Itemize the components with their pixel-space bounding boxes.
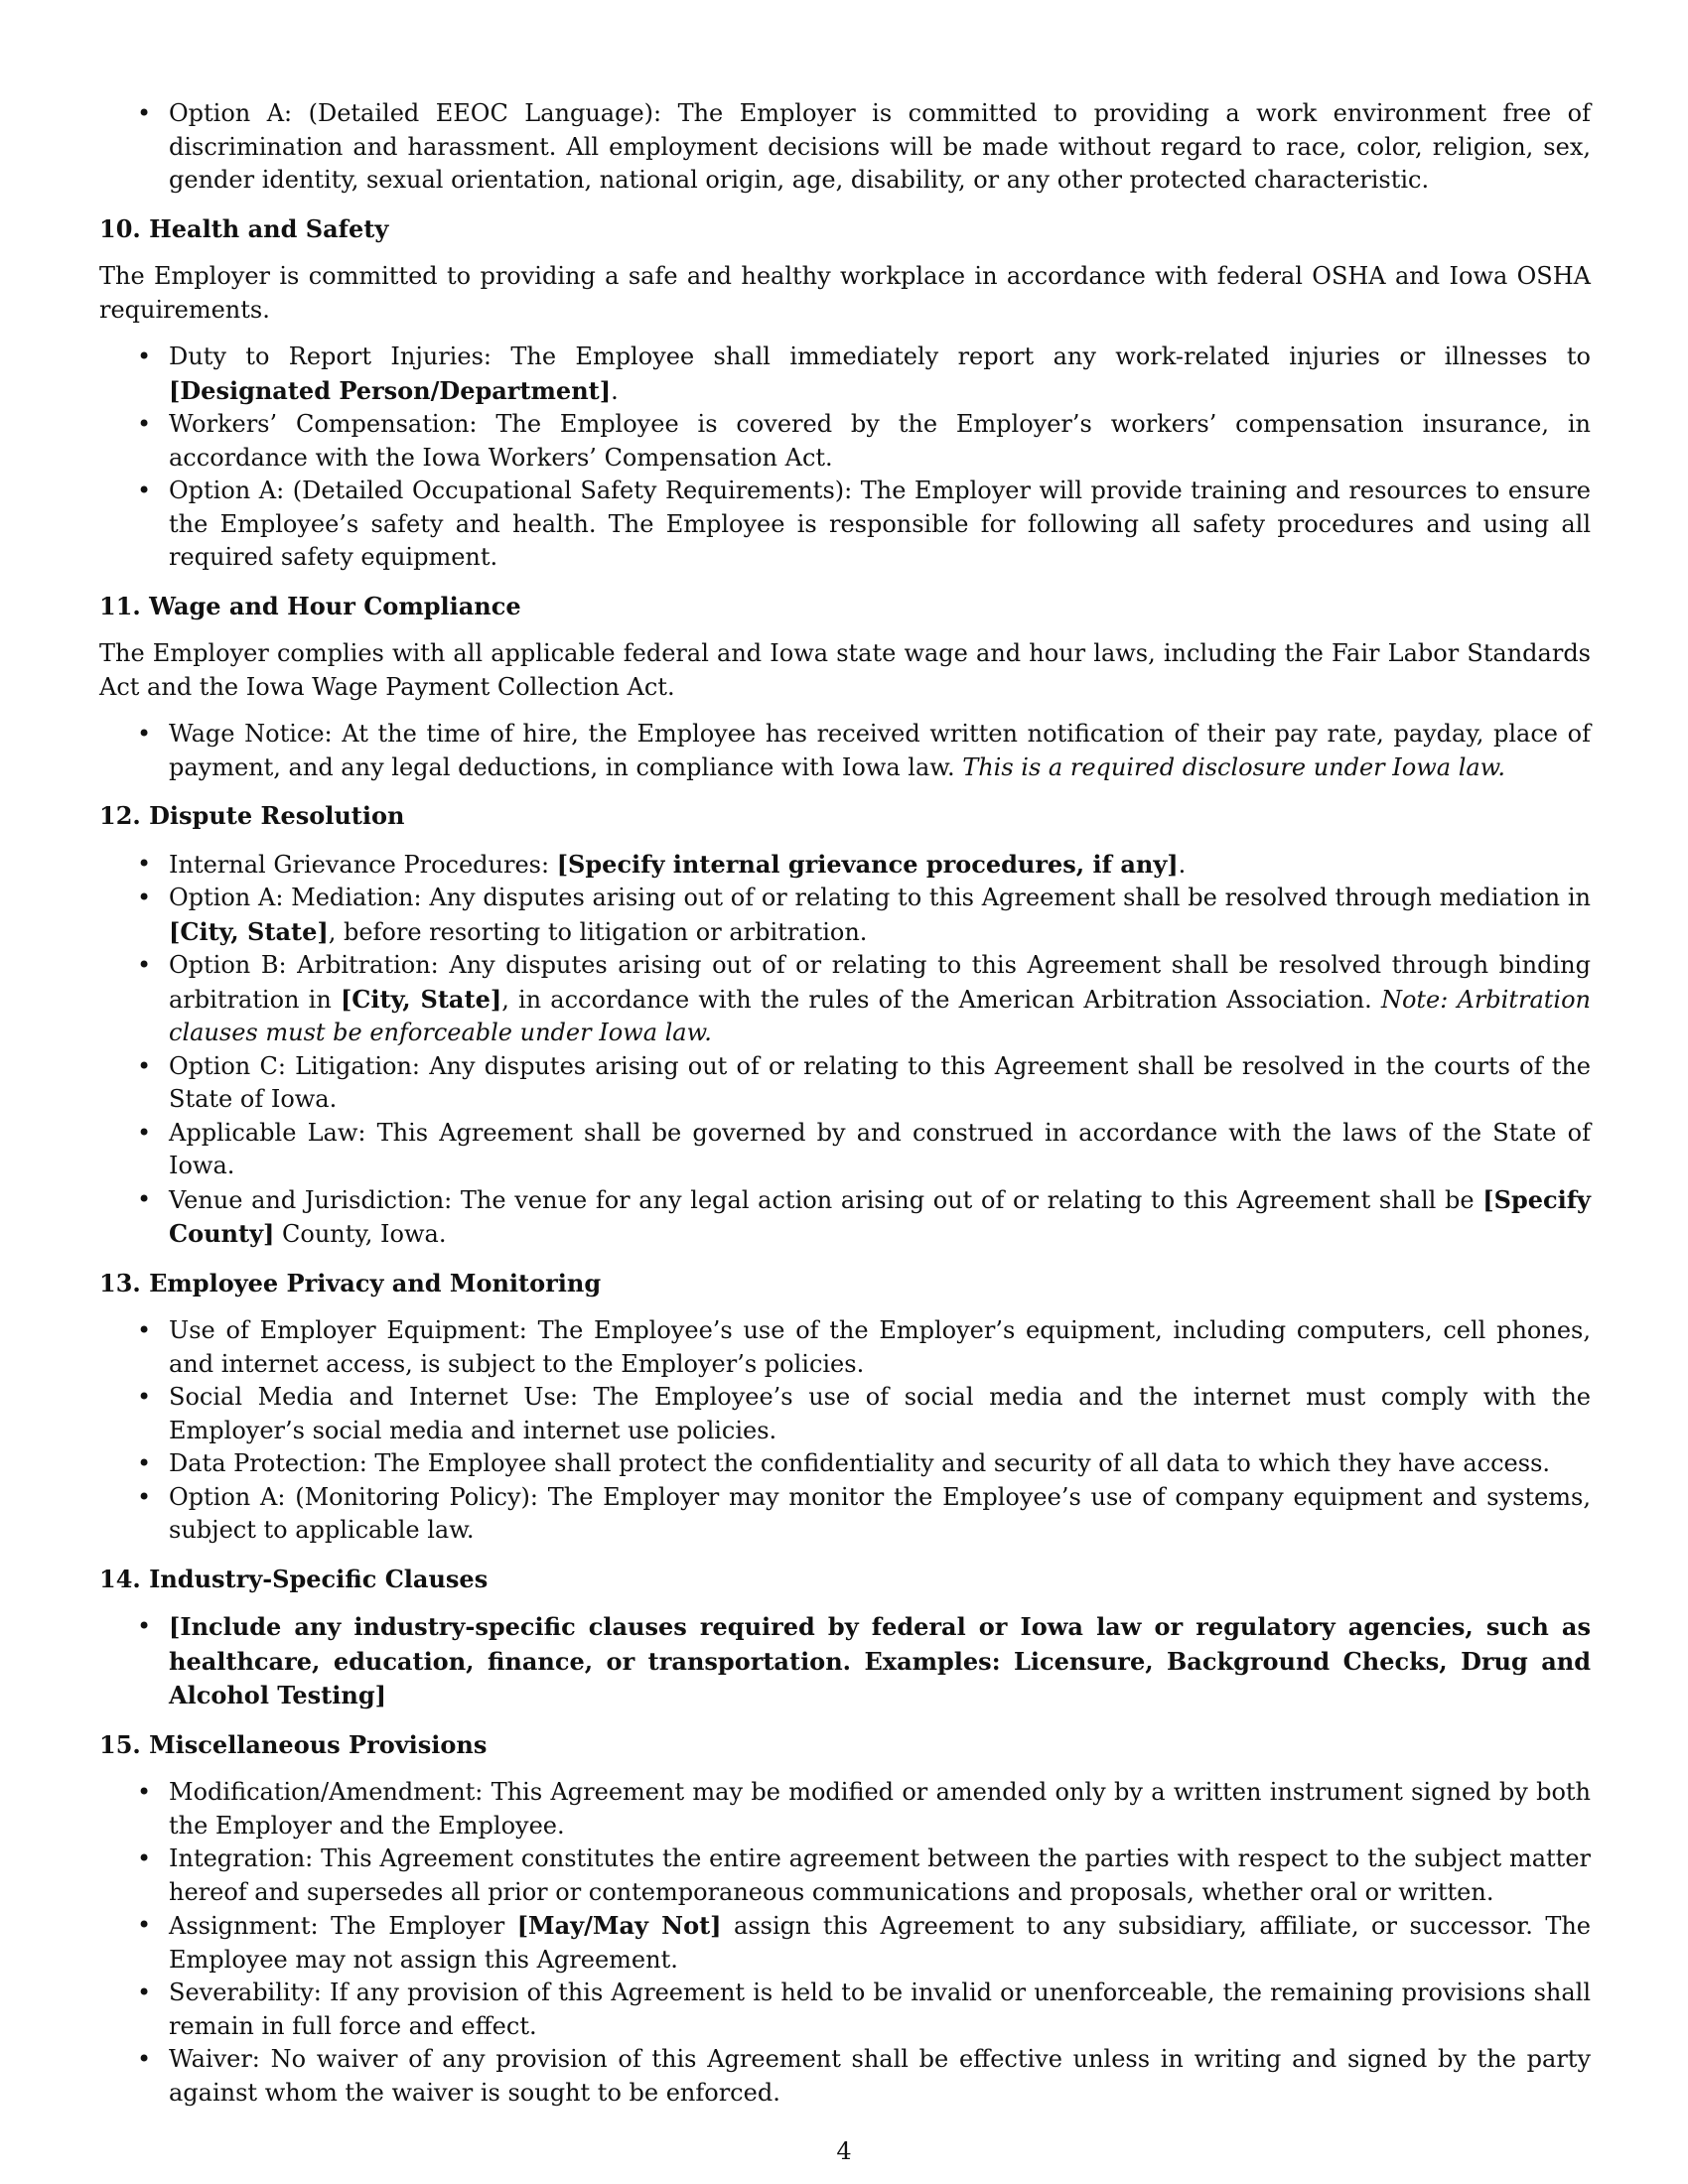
integration-text: Integration: This Agreement constitutes the entire agreement between the parties with respect to the subject matter hereof and supersedes all prior or contemporaneous communications and proposals, whether oral or written. xyxy=(169,1844,1591,1906)
severability-text: Severability: If any provision of this Agreement is held to be invalid or unenforceable, the remaining provisions shall remain in full force and effect. xyxy=(169,1979,1591,2040)
eeoc-options-list xyxy=(99,97,1591,198)
placeholder-mediation-city: [City, State] xyxy=(169,916,329,946)
section-heading-health-safety: 10. Health and Safety xyxy=(99,213,389,243)
assignment-end: assign this Agreement to any subsidiary, affiliate, or successor. The Employee may not assign this Agreement. xyxy=(169,1912,1591,1974)
workers-comp-text: Workers’ Compensation: The Employee is covered by the Employer’s workers’ compensation insurance, in accordance with the Iowa Workers’ Compensation Act. xyxy=(169,410,1591,472)
section-heading-wage-hour: 11. Wage and Hour Compliance xyxy=(99,591,521,620)
arbitration-note: Note: Arbitration clauses must be enforceable under Iowa law. xyxy=(169,985,1592,1046)
section-heading-privacy: 13. Employee Privacy and Monitoring xyxy=(99,1268,602,1297)
placeholder-grievance: [Specify internal grievance procedures, if any] xyxy=(556,849,1179,879)
applicable-law-text: Applicable Law: This Agreement shall be governed by and construed in accordance with the laws of the State of Iowa. xyxy=(169,1118,1591,1179)
placeholder-industry-clauses: [Include any industry-specific clauses required by federal or Iowa law or regulatory agencies, such as healthcare, education, finance, or transportation. Examples: Licensure, Background Checks, Drug and Alcohol Testing] xyxy=(169,1612,1591,1709)
mediation-end: , before resorting to litigation or arbitration. xyxy=(328,917,868,946)
assignment-text: Assignment: The Employer xyxy=(169,1912,517,1940)
section-heading-dispute-resolution: 12. Dispute Resolution xyxy=(99,801,405,830)
grievance-end: . xyxy=(1178,850,1187,879)
list-item xyxy=(99,1776,1591,1843)
list-item xyxy=(99,475,1591,575)
wage-hour-intro: The Employer complies with all applicable federal and Iowa state wage and hour laws, including the Fair Labor Standards Act and the Iowa Wage Payment Collection Act. xyxy=(99,639,1591,701)
section-heading-industry: 14. Industry-Specific Clauses xyxy=(99,1564,489,1593)
arbitration-mid: , in accordance with the rules of the American Arbitration Association. xyxy=(501,985,1381,1014)
list-item xyxy=(99,1610,1591,1713)
document-page xyxy=(99,97,1591,2123)
modification-text: Modification/Amendment: This Agreement may be modified or amended only by a written instrument signed by both the Employer and the Employee. xyxy=(169,1778,1591,1840)
wage-hour-list xyxy=(99,718,1591,784)
list-item xyxy=(99,1909,1591,1977)
list-item xyxy=(99,848,1591,883)
industry-list xyxy=(99,1610,1591,1713)
list-item xyxy=(99,97,1591,198)
list-item xyxy=(99,2043,1591,2110)
list-item xyxy=(99,1977,1591,2043)
placeholder-designated-person: [Designated Person/Department] xyxy=(169,375,612,405)
eeoc-option-a: Option A: (Detailed EEOC Language): The Employer is committed to providing a work environment free of discrimination and harassment. All employment decisions will be made without regard to race, color, religion, sex, gender identity, sexual orientation, national origin, age, disability, or any other protected characteristic. xyxy=(169,99,1591,194)
duty-report-text: Duty to Report Injuries: The Employee shall immediately report any work-related injuries or illnesses to xyxy=(169,342,1591,370)
list-item xyxy=(99,1183,1591,1252)
page-number: 4 xyxy=(836,2137,852,2165)
health-safety-list xyxy=(99,341,1591,575)
list-item xyxy=(99,1843,1591,1909)
list-item xyxy=(99,1447,1591,1481)
litigation-text: Option C: Litigation: Any disputes arising out of or relating to this Agreement shall be resolved in the courts of the State of Iowa. xyxy=(169,1051,1591,1113)
placeholder-may-may-not: [May/May Not] xyxy=(516,1911,722,1940)
social-media-text: Social Media and Internet Use: The Employee’s use of social media and the internet must comply with the Employer’s social media and internet use policies. xyxy=(169,1383,1591,1444)
list-item xyxy=(99,408,1591,475)
list-item xyxy=(99,1050,1591,1117)
list-item xyxy=(99,1117,1591,1183)
section-heading-miscellaneous: 15. Miscellaneous Provisions xyxy=(99,1729,488,1759)
monitoring-text: Option A: (Monitoring Policy): The Employer may monitor the Employee’s use of company equipment and systems, subject to applicable law. xyxy=(169,1482,1591,1544)
health-safety-intro: The Employer is committed to providing a safe and healthy workplace in accordance with federal OSHA and Iowa OSHA requirements. xyxy=(99,262,1591,324)
data-protection-text: Data Protection: The Employee shall protect the confidentiality and security of all data to which they have access. xyxy=(169,1449,1551,1477)
wage-notice-disclosure: This is a required disclosure under Iowa law. xyxy=(962,752,1506,781)
list-item xyxy=(99,718,1591,784)
list-item xyxy=(99,1481,1591,1548)
privacy-list xyxy=(99,1314,1591,1548)
waiver-text: Waiver: No waiver of any provision of this Agreement shall be effective unless in writing and signed by the party against whom the waiver is sought to be enforced. xyxy=(169,2045,1591,2107)
placeholder-county: [Specify County] xyxy=(169,1184,1591,1248)
mediation-text: Option A: Mediation: Any disputes arising out of or relating to this Agreement shall be resolved through mediation in xyxy=(169,884,1591,911)
placeholder-arbitration-city: [City, State] xyxy=(340,984,502,1014)
venue-text: Venue and Jurisdiction: The venue for any legal action arising out of or relating to this Agreement shall be xyxy=(169,1185,1483,1214)
equipment-text: Use of Employer Equipment: The Employee’s use of the Employer’s equipment, including computers, cell phones, and internet access, is subject to the Employer’s policies. xyxy=(169,1316,1591,1378)
miscellaneous-list xyxy=(99,1776,1591,2110)
wage-notice-text: Wage Notice: At the time of hire, the Employee has received written notification of their pay rate, payday, place of payment, and any legal deductions, in compliance with Iowa law. xyxy=(169,720,1591,781)
dispute-resolution-list xyxy=(99,848,1591,1252)
grievance-text: Internal Grievance Procedures: xyxy=(169,850,557,879)
list-item xyxy=(99,1381,1591,1447)
safety-option-a-text: Option A: (Detailed Occupational Safety Requirements): The Employer will provide training and resources to ensure the Employee’s safety and health. The Employee is responsible for following all safety procedures and using all required safety equipment. xyxy=(169,477,1591,571)
venue-end: County, Iowa. xyxy=(274,1220,447,1248)
duty-report-end: . xyxy=(611,376,619,405)
list-item xyxy=(99,1314,1591,1381)
list-item xyxy=(99,949,1591,1050)
list-item xyxy=(99,341,1591,408)
list-item xyxy=(99,882,1591,949)
arbitration-text: Option B: Arbitration: Any disputes arising out of or relating to this Agreement shall be resolved through binding arbitration in xyxy=(169,951,1591,1014)
